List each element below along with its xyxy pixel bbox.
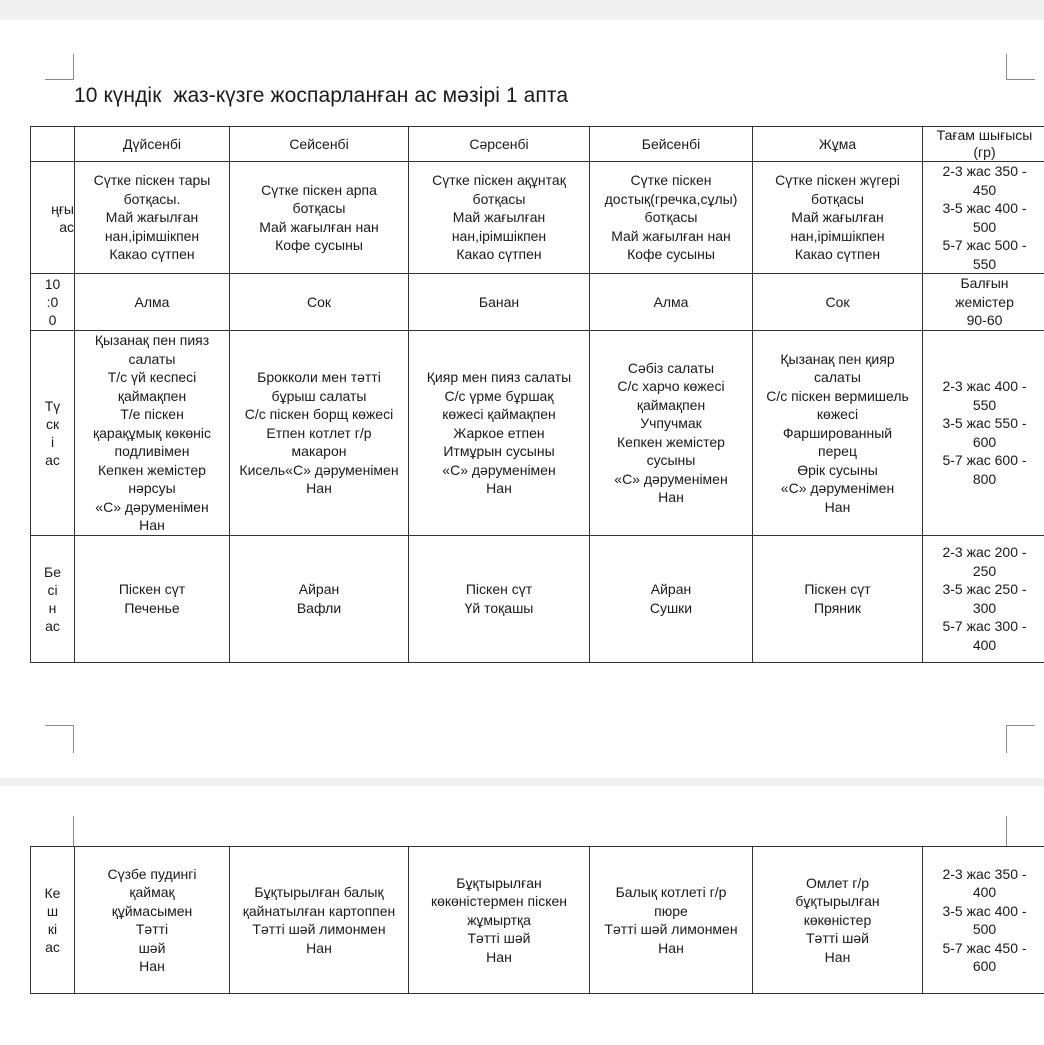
menu-cell: Сүтке піскен жүгері ботқасы Май жағылған нан,ірімшікпен Какао сүтпен bbox=[753, 162, 923, 274]
menu-cell: Қияр мен пияз салаты С/с үрме бұршақ көжесі қаймақпен Жаркое етпен Итмұрын сусыны «С» дәруменімен Нан bbox=[409, 331, 590, 536]
menu-cell: Алма bbox=[75, 274, 230, 331]
page-title: 10 күндік жаз-күзге жоспарланған ас мәзірі 1 апта bbox=[74, 84, 569, 107]
menu-cell: Балық котлеті г/р пюре Тәтті шәй лимонмен Нан bbox=[590, 847, 753, 994]
menu-cell: Банан bbox=[409, 274, 590, 331]
portion-cell: 2-3 жас 200 - 250 3-5 жас 250 - 300 5-7 жас 300 - 400 bbox=[923, 535, 1044, 662]
portion-cell: 2-3 жас 350 - 400 3-5 жас 400 - 500 5-7 жас 450 - 600 bbox=[923, 847, 1044, 994]
table-row bbox=[31, 274, 1044, 331]
menu-cell: Сок bbox=[230, 274, 409, 331]
menu-table-week-1-continued bbox=[30, 846, 1044, 994]
crop-mark-tl-h bbox=[45, 79, 74, 80]
menu-cell: Сәбіз салаты С/с харчо көжесі қаймақпен Учпучмак Кепкен жемістер сусыны «С» дәруменімен Нан bbox=[590, 331, 753, 536]
crop-mark-tr-v bbox=[1006, 54, 1007, 80]
crop-mark-bl-h bbox=[45, 725, 74, 726]
day-header-monday: Дүйсенбі bbox=[75, 127, 230, 162]
table-header-row bbox=[31, 127, 1044, 162]
menu-cell: Піскен сүт Пряник bbox=[753, 535, 923, 662]
menu-cell: Сүтке піскен ақұнтақ ботқасы Май жағылған нан,ірімшікпен Какао сүтпен bbox=[409, 162, 590, 274]
menu-cell: Брокколи мен тәтті бұрыш салаты С/с піскен борщ көжесі Етпен котлет г/р макарон Кисель«С» дәруменімен Нан bbox=[230, 331, 409, 536]
menu-cell: Піскен сүт Үй тоқашы bbox=[409, 535, 590, 662]
corner-cell bbox=[31, 127, 75, 162]
menu-cell: Қызанақ пен қияр салаты С/с піскен вермишель көжесі Фаршированный перец Өрік сусыны «С» дәруменімен Нан bbox=[753, 331, 923, 536]
meal-label-snack: 10 :0 0 bbox=[31, 274, 75, 331]
meal-label-breakfast: ңғы ас bbox=[31, 162, 75, 274]
crop-mark-bl-v bbox=[73, 725, 74, 753]
page-1 bbox=[0, 20, 1044, 778]
meal-label-lunch: Тү ск і ас bbox=[31, 331, 75, 536]
meal-label-dinner: Ке ш кі ас bbox=[31, 847, 75, 994]
meal-label-afternoon-snack: Бе сі н ас bbox=[31, 535, 75, 662]
menu-cell: Сүтке піскен достық(гречка,сұлы) ботқасы Май жағылған нан Кофе сусыны bbox=[590, 162, 753, 274]
menu-cell: Айран Вафли bbox=[230, 535, 409, 662]
crop-mark-tl-v bbox=[73, 816, 74, 846]
menu-cell: Сок bbox=[753, 274, 923, 331]
menu-table-week-1 bbox=[30, 126, 1044, 663]
menu-cell: Бұқтырылған балық қайнатылған картоппен Тәтті шәй лимонмен Нан bbox=[230, 847, 409, 994]
portion-cell: 2-3 жас 350 - 450 3-5 жас 400 - 500 5-7 жас 500 - 550 bbox=[923, 162, 1044, 274]
page-2 bbox=[0, 786, 1044, 1045]
menu-cell: Алма bbox=[590, 274, 753, 331]
menu-cell: Сүтке піскен тары ботқасы. Май жағылған нан,ірімшікпен Какао сүтпен bbox=[75, 162, 230, 274]
crop-mark-tl-v bbox=[73, 54, 74, 80]
menu-cell: Қызанақ пен пияз салаты Т/с үй кеспесі қаймақпен Т/е піскен қарақұмық көкөніс подливімен Кепкен жемістер нәрсуы «С» дәруменімен Нан bbox=[75, 331, 230, 536]
day-header-friday: Жұма bbox=[753, 127, 923, 162]
table-row bbox=[31, 847, 1044, 994]
table-row bbox=[31, 162, 1044, 274]
day-header-thursday: Бейсенбі bbox=[590, 127, 753, 162]
crop-mark-tr-h bbox=[1006, 79, 1035, 80]
portion-cell: Балғын жемістер 90-60 bbox=[923, 274, 1044, 331]
day-header-wednesday: Сәрсенбі bbox=[409, 127, 590, 162]
crop-mark-tr-v bbox=[1006, 816, 1007, 846]
menu-cell: Бұқтырылған көкөністермен піскен жұмыртқа Тәтті шәй Нан bbox=[409, 847, 590, 994]
menu-cell: Айран Сушки bbox=[590, 535, 753, 662]
menu-cell: Піскен сүт Печенье bbox=[75, 535, 230, 662]
crop-mark-br-h bbox=[1006, 725, 1035, 726]
menu-cell: Сүзбе пудингі қаймақ құймасымен Тәтті шәй Нан bbox=[75, 847, 230, 994]
menu-cell: Сүтке піскен арпа ботқасы Май жағылған нан Кофе сусыны bbox=[230, 162, 409, 274]
portion-cell: 2-3 жас 400 - 550 3-5 жас 550 - 600 5-7 жас 600 - 800 bbox=[923, 331, 1044, 536]
menu-cell: Омлет г/р бұқтырылған көкөністер Тәтті шәй Нан bbox=[753, 847, 923, 994]
day-header-tuesday: Сейсенбі bbox=[230, 127, 409, 162]
portion-header: Тағам шығысы (гр) bbox=[923, 127, 1044, 162]
table-row bbox=[31, 535, 1044, 662]
table-row bbox=[31, 331, 1044, 536]
crop-mark-br-v bbox=[1006, 725, 1007, 753]
